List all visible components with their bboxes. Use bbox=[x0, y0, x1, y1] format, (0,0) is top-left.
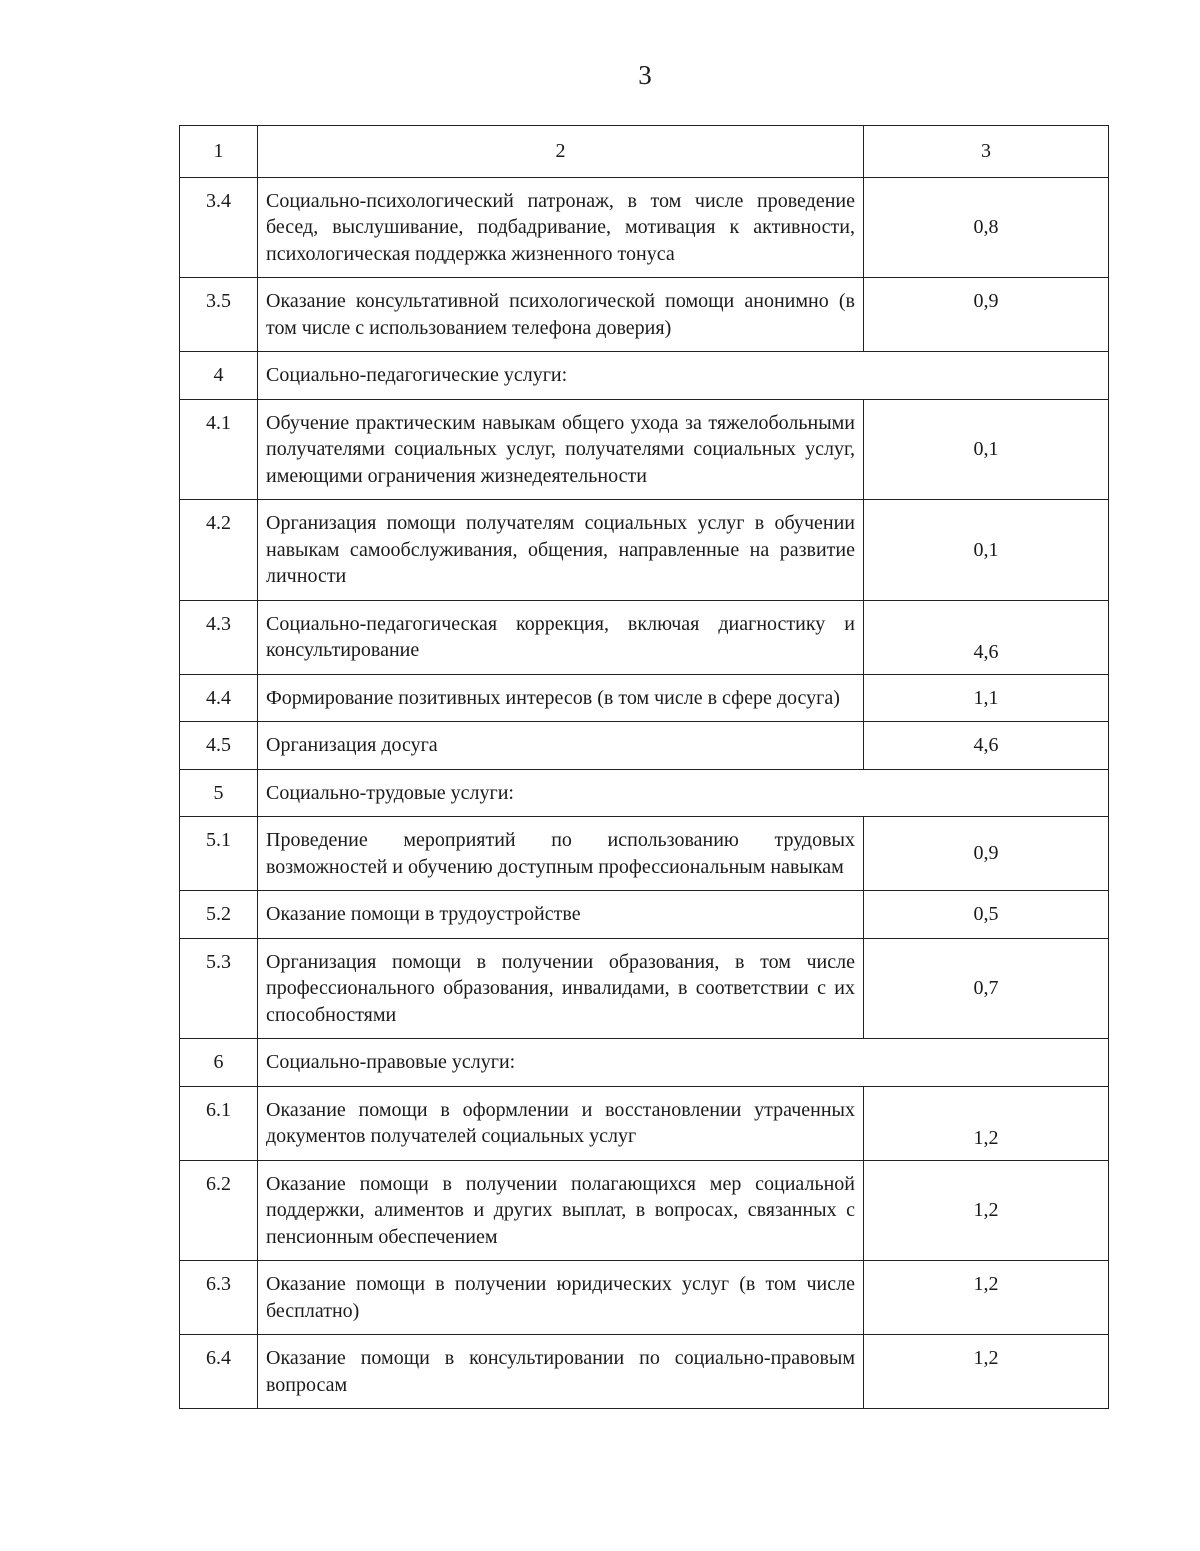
service-name: Оказание помощи в оформлении и восстановлении утраченных документов получателей социальных услуг bbox=[258, 1086, 864, 1160]
service-name: Организация досуга bbox=[258, 722, 864, 770]
table-row bbox=[180, 177, 1109, 278]
service-name: Социально-психологический патронаж, в том числе проведение бесед, выслушивание, подбадривание, мотивация к активности, психологическая поддержка жизненного тонуса bbox=[258, 177, 864, 278]
service-value: 1,2 bbox=[864, 1160, 1109, 1261]
service-name: Оказание помощи в консультировании по социально-правовым вопросам bbox=[258, 1335, 864, 1409]
row-number: 4.5 bbox=[180, 722, 258, 770]
header-cell-value: 3 bbox=[864, 126, 1109, 178]
row-number: 5 bbox=[180, 769, 258, 817]
row-number: 6.4 bbox=[180, 1335, 258, 1409]
row-number: 4.2 bbox=[180, 500, 258, 601]
header-cell-number: 1 bbox=[180, 126, 258, 178]
service-value: 0,1 bbox=[864, 500, 1109, 601]
table-row bbox=[180, 1086, 1109, 1160]
header-cell-service: 2 bbox=[258, 126, 864, 178]
service-value: 0,9 bbox=[864, 278, 1109, 352]
row-number: 6.1 bbox=[180, 1086, 258, 1160]
table-header-row bbox=[180, 126, 1109, 178]
services-table bbox=[179, 125, 1109, 1409]
row-number: 4.3 bbox=[180, 600, 258, 674]
section-title: Социально-правовые услуги: bbox=[258, 1039, 1109, 1087]
service-name: Оказание помощи в получении юридических услуг (в том числе бесплатно) bbox=[258, 1261, 864, 1335]
table-row bbox=[180, 399, 1109, 500]
row-number: 6.2 bbox=[180, 1160, 258, 1261]
service-value: 4,6 bbox=[864, 722, 1109, 770]
section-row bbox=[180, 1039, 1109, 1087]
service-name: Формирование позитивных интересов (в том числе в сфере досуга) bbox=[258, 674, 864, 722]
service-name: Социально-педагогическая коррекция, включая диагностику и консультирование bbox=[258, 600, 864, 674]
service-value: 0,8 bbox=[864, 177, 1109, 278]
page-number: 3 bbox=[638, 60, 652, 90]
section-row bbox=[180, 769, 1109, 817]
table-row bbox=[180, 600, 1109, 674]
row-number: 5.3 bbox=[180, 938, 258, 1039]
table-row bbox=[180, 1160, 1109, 1261]
table-row bbox=[180, 891, 1109, 939]
row-number: 6 bbox=[180, 1039, 258, 1087]
row-number: 3.5 bbox=[180, 278, 258, 352]
service-value: 0,7 bbox=[864, 938, 1109, 1039]
service-value: 1,2 bbox=[864, 1261, 1109, 1335]
service-value: 0,1 bbox=[864, 399, 1109, 500]
service-name: Организация помощи в получении образования, в том числе профессионального образования, инвалидами, в соответствии с их способностями bbox=[258, 938, 864, 1039]
table-row bbox=[180, 722, 1109, 770]
table-row bbox=[180, 938, 1109, 1039]
table-row bbox=[180, 817, 1109, 891]
table-row bbox=[180, 278, 1109, 352]
service-value: 1,2 bbox=[864, 1086, 1109, 1160]
service-value: 4,6 bbox=[864, 600, 1109, 674]
table-row bbox=[180, 500, 1109, 601]
service-value: 1,1 bbox=[864, 674, 1109, 722]
service-name: Оказание консультативной психологической помощи анонимно (в том числе с использованием телефона доверия) bbox=[258, 278, 864, 352]
row-number: 6.3 bbox=[180, 1261, 258, 1335]
service-value: 0,9 bbox=[864, 817, 1109, 891]
service-name: Оказание помощи в получении полагающихся мер социальной поддержки, алиментов и других выплат, в вопросах, связанных с пенсионным обеспечением bbox=[258, 1160, 864, 1261]
table-row bbox=[180, 1335, 1109, 1409]
section-title: Социально-трудовые услуги: bbox=[258, 769, 1109, 817]
service-name: Проведение мероприятий по использованию трудовых возможностей и обучению доступным профессиональным навыкам bbox=[258, 817, 864, 891]
row-number: 3.4 bbox=[180, 177, 258, 278]
section-title: Социально-педагогические услуги: bbox=[258, 352, 1109, 400]
service-name: Организация помощи получателям социальных услуг в обучении навыкам самообслуживания, общения, направленные на развитие личности bbox=[258, 500, 864, 601]
table-row bbox=[180, 1261, 1109, 1335]
row-number: 4.1 bbox=[180, 399, 258, 500]
service-value: 1,2 bbox=[864, 1335, 1109, 1409]
row-number: 4.4 bbox=[180, 674, 258, 722]
section-row bbox=[180, 352, 1109, 400]
table-row bbox=[180, 674, 1109, 722]
service-value: 0,5 bbox=[864, 891, 1109, 939]
service-name: Обучение практическим навыкам общего ухода за тяжелобольными получателями социальных услуг, получателями социальных услуг, имеющими ограничения жизнедеятельности bbox=[258, 399, 864, 500]
row-number: 5.2 bbox=[180, 891, 258, 939]
table-body bbox=[180, 126, 1109, 1409]
row-number: 4 bbox=[180, 352, 258, 400]
service-name: Оказание помощи в трудоустройстве bbox=[258, 891, 864, 939]
row-number: 5.1 bbox=[180, 817, 258, 891]
